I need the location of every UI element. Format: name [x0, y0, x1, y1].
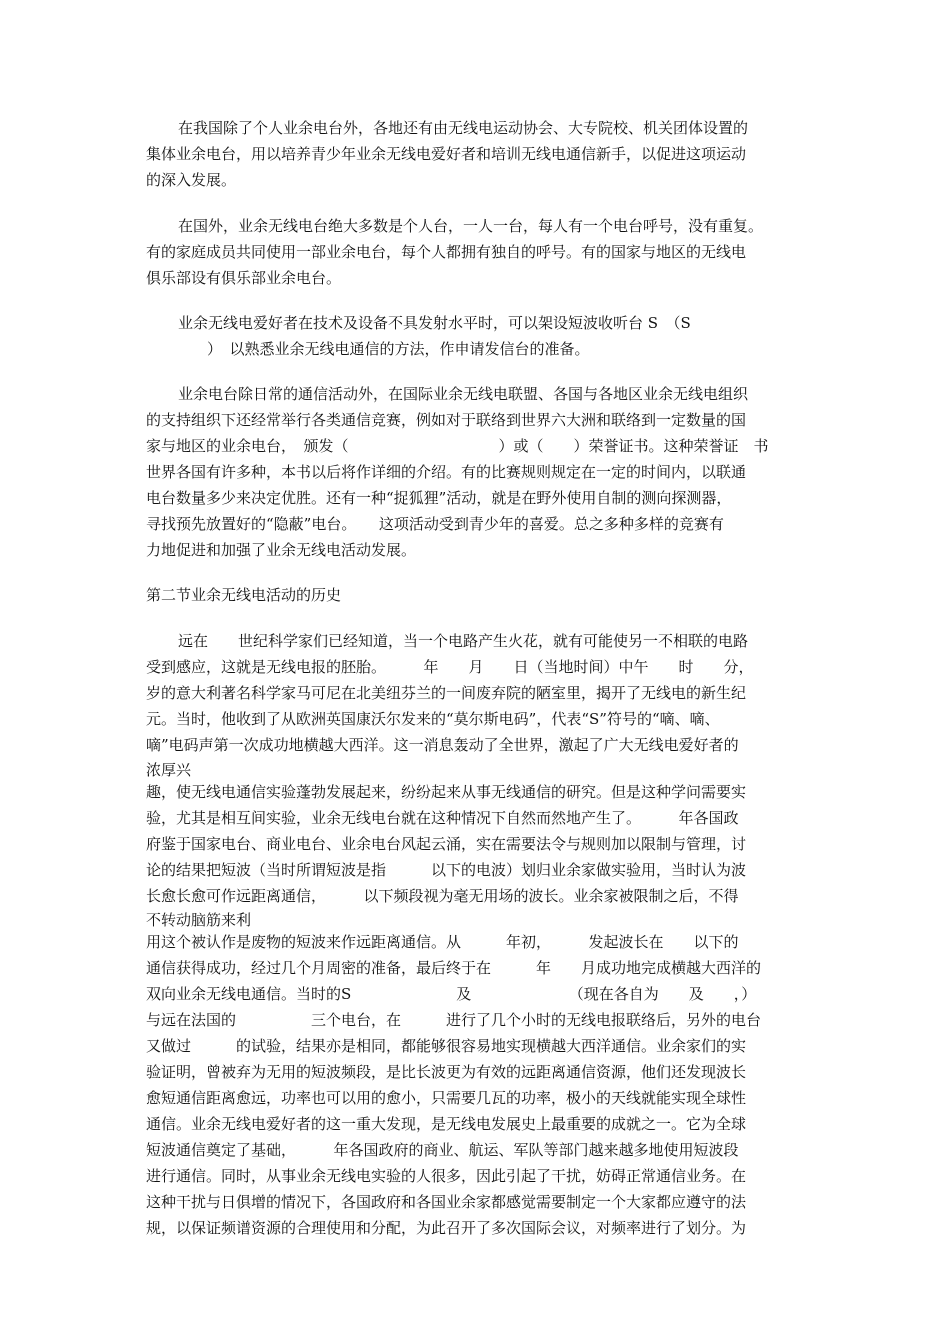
history-line-18: 验证明，曾被弃为无用的短波频段，是比长波更为有效的远距离通信资源，他们还发现波长: [146, 1063, 747, 1081]
history-line-2: 受到感应，这就是无线电报的胚胎。 年 月 日（当地时间）中午 时 分，: [146, 658, 754, 676]
history-line-1: 远在 世纪科学家们已经知道，当一个电路产生火花，就有可能使另一不相联的电路: [178, 632, 749, 650]
history-line-15: 双向业余无线电通信。当时的S 及 （现在各自为 及 ，）: [146, 985, 757, 1003]
paragraph-2-line-3: 俱乐部设有俱乐部业余电台。: [146, 269, 342, 287]
paragraph-3-line-1: 业余无线电爱好者在技术及设备不具发射水平时，可以架设短波收听台 S （S: [178, 314, 691, 332]
paragraph-4-line-3: 家与地区的业余电台， 颁发（ ）或（ ）荣誉证书。这种荣誉证 书: [146, 437, 769, 455]
history-line-5: 嘀”电码声第一次成功地横越大西洋。这一消息轰动了全世界，激起了广大无线电爱好者的: [146, 736, 739, 754]
paragraph-4-line-2: 的支持组织下还经常举行各类通信竞赛，例如对于联络到世界六大洲和联络到一定数量的国: [146, 411, 747, 429]
paragraph-1-line-2: 集体业余电台，用以培养青少年业余无线电爱好者和培训无线电通信新手，以促进这项运动: [146, 145, 747, 163]
history-line-17: 又做过 的试验，结果亦是相同，都能够很容易地实现横越大西洋通信。业余家们的实: [146, 1037, 747, 1055]
history-line-9: 府鉴于国家电台、商业电台、业余电台风起云涌，实在需要法令与规则加以限制与管理，讨: [146, 835, 747, 853]
history-line-20: 通信。业余无线电爱好者的这一重大发现，是无线电发展史上最重要的成就之一。它为全球: [146, 1115, 747, 1133]
history-line-8: 验，尤其是相互间实验，业余无线电台就在这种情况下自然而然地产生了。 年各国政: [146, 809, 739, 827]
history-line-22: 进行通信。同时，从事业余无线电实验的人很多，因此引起了干扰，妨碍正常通信业务。在: [146, 1167, 747, 1185]
paragraph-4-line-7: 力地促进和加强了业余无线电活动发展。: [146, 541, 417, 559]
history-line-21: 短波通信奠定了基础， 年各国政府的商业、航运、军队等部门越来越多地使用短波段: [146, 1141, 739, 1159]
paragraph-4-line-6: 寻找预先放置好的“隐蔽”电台。 这项活动受到青少年的喜爱。总之多种多样的竞赛有: [146, 515, 724, 533]
history-line-16: 与远在法国的 三个电台，在 进行了几个小时的无线电报联络后，另外的电台: [146, 1011, 762, 1029]
paragraph-3-line-2: ） 以熟悉业余无线电通信的方法，作申请发信台的准备。: [207, 340, 590, 358]
paragraph-4-line-1: 业余电台除日常的通信活动外，在国际业余无线电联盟、各国与各地区业余无线电组织: [178, 385, 749, 403]
paragraph-1-line-1: 在我国除了个人业余电台外，各地还有由无线电运动协会、大专院校、机关团体设置的: [178, 119, 749, 137]
paragraph-2-line-2: 有的家庭成员共同使用一部业余电台，每个人都拥有独自的呼号。有的国家与地区的无线电: [146, 243, 747, 261]
history-line-23: 这种干扰与日俱增的情况下，各国政府和各国业余家都感觉需要制定一个大家都应遵守的法: [146, 1193, 747, 1211]
history-line-6: 浓厚兴: [146, 761, 192, 779]
paragraph-2-line-1: 在国外，业余无线电台绝大多数是个人台，一人一台，每人有一个电台呼号，没有重复。: [178, 217, 764, 235]
history-line-19: 愈短通信距离愈远，功率也可以用的愈小，只需要几瓦的功率，极小的天线就能实现全球性: [146, 1089, 747, 1107]
history-line-12: 不转动脑筋来利: [146, 911, 252, 929]
history-line-3: 岁的意大利著名科学家马可尼在北美纽芬兰的一间废弃院的陋室里，揭开了无线电的新生纪: [146, 684, 747, 702]
paragraph-1-line-3: 的深入发展。: [146, 171, 237, 189]
history-line-24: 规，以保证频谱资源的合理使用和分配，为此召开了多次国际会议，对频率进行了划分。为: [146, 1219, 747, 1237]
history-line-14: 通信获得成功，经过几个月周密的准备，最后终于在 年 月成功地完成横越大西洋的: [146, 959, 762, 977]
history-line-11: 长愈长愈可作远距离通信， 以下频段视为毫无用场的波长。业余家被限制之后，不得: [146, 887, 739, 905]
history-line-4: 元。当时，他收到了从欧洲英国康沃尔发来的“莫尔斯电码”，代表“S”符号的“嘀、嘀、: [146, 710, 720, 728]
paragraph-4-line-5: 电台数量多少来决定优胜。还有一种“捉狐狸”活动，就是在野外使用自制的测向探测器，: [146, 489, 732, 507]
history-line-10: 论的结果把短波（当时所谓短波是指 以下的电波）划归业余家做实验用，当时认为波: [146, 861, 747, 879]
history-line-7: 趣，使无线电通信实验蓬勃发展起来，纷纷起来从事无线通信的研究。但是这种学问需要实: [146, 783, 747, 801]
history-line-13: 用这个被认作是废物的短波来作远距离通信。从 年初， 发起波长在 以下的: [146, 933, 739, 951]
section-title: 第二节业余无线电活动的历史: [146, 586, 342, 604]
paragraph-4-line-4: 世界各国有许多种，本书以后将作详细的介绍。有的比赛规则规定在一定的时间内，以联通: [146, 463, 747, 481]
